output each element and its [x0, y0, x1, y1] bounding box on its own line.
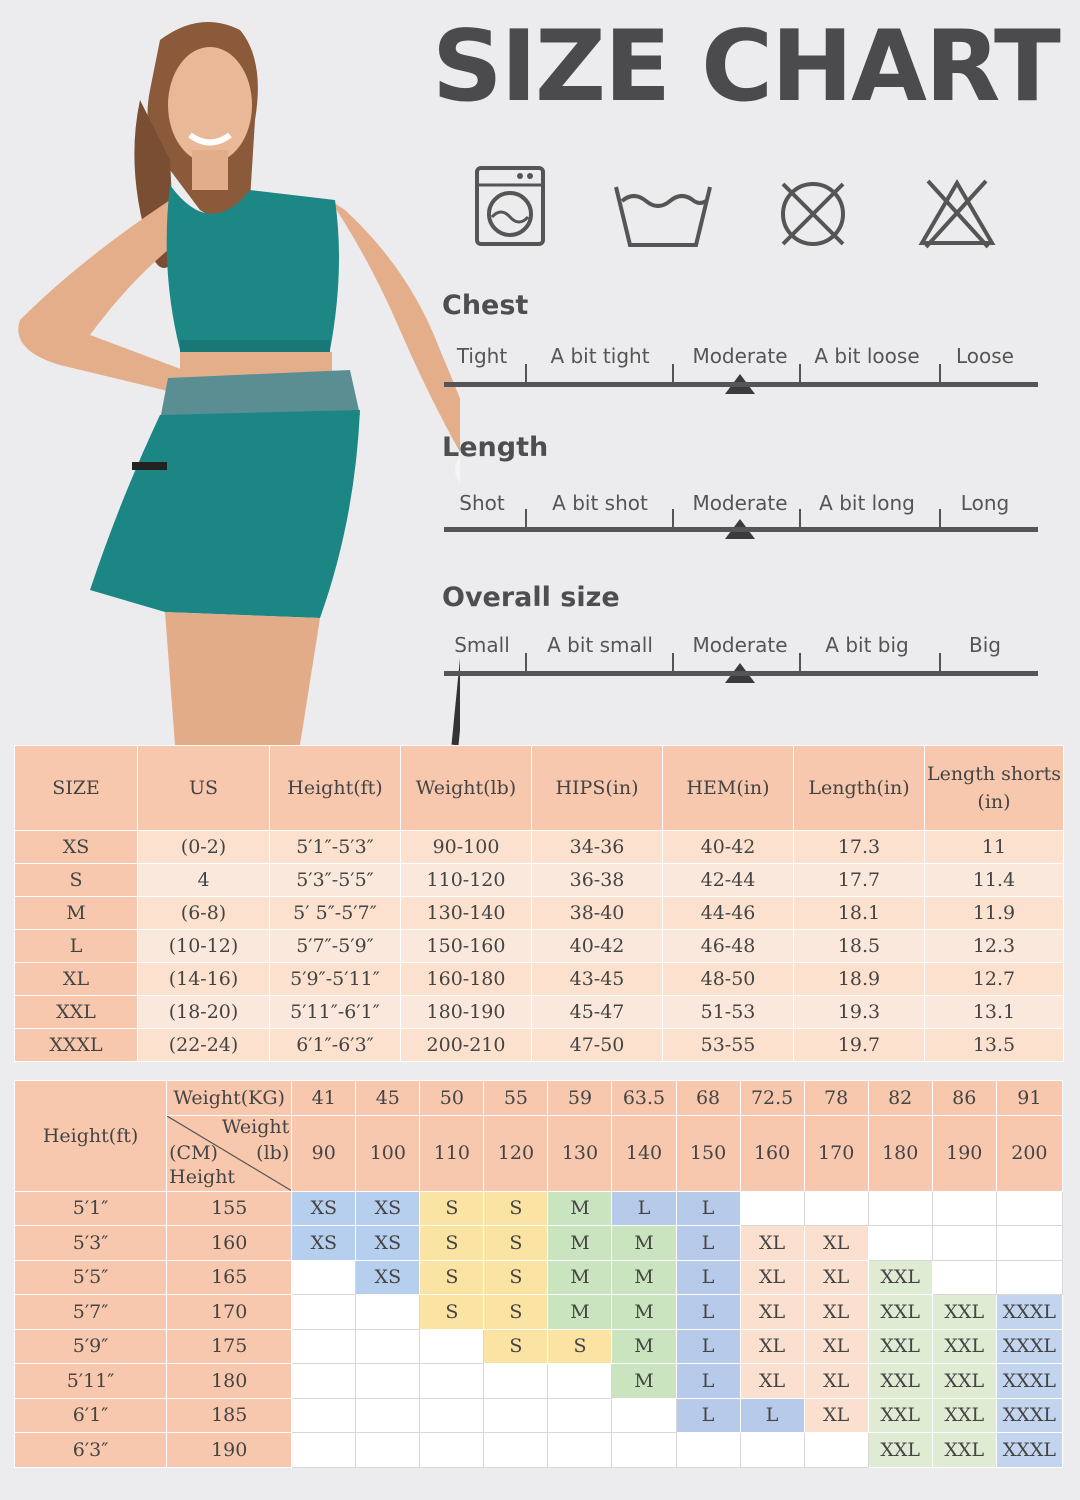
lb-value: 180	[868, 1115, 932, 1191]
do-not-dry-clean-icon	[778, 179, 848, 249]
table-cell: 19.3	[794, 996, 925, 1029]
height-cm-cell: 160	[167, 1226, 292, 1261]
size-cell	[484, 1433, 548, 1468]
table-cell: 4	[138, 864, 270, 897]
size-cell: M	[612, 1295, 676, 1330]
size-cell: XXL	[868, 1433, 932, 1468]
size-cell: S	[420, 1191, 484, 1226]
size-cell	[356, 1295, 420, 1330]
table-cell: 34-36	[532, 831, 663, 864]
lb-value: 100	[356, 1115, 420, 1191]
size-cell: M	[548, 1260, 612, 1295]
size-cell	[292, 1329, 356, 1364]
table-cell: 5′3″-5′5″	[270, 864, 401, 897]
size-cell: XXXL	[996, 1364, 1062, 1399]
kg-value: 59	[548, 1081, 612, 1116]
table-row	[15, 864, 1064, 897]
size-table-header: Weight(lb)	[401, 746, 532, 831]
scale-title: Overall size	[442, 582, 620, 613]
size-cell	[996, 1191, 1062, 1226]
table-cell: 150-160	[401, 930, 532, 963]
size-cell: XL	[804, 1260, 868, 1295]
size-table-header-row	[15, 746, 1064, 831]
height-cm-cell: 180	[167, 1364, 292, 1399]
size-label: M	[15, 897, 138, 930]
table-cell: 46-48	[663, 930, 794, 963]
table-cell: 19.7	[794, 1029, 925, 1062]
size-cell: L	[676, 1295, 740, 1330]
table-cell: (10-12)	[138, 930, 270, 963]
table-cell: 17.7	[794, 864, 925, 897]
table-cell: 13.1	[925, 996, 1064, 1029]
table-row	[15, 1433, 1063, 1468]
scale-line	[444, 382, 1038, 387]
scale-label: A bit tight	[550, 344, 650, 368]
length-scale	[442, 432, 1038, 542]
scale-label: A bit small	[547, 633, 653, 657]
size-table-header: HEM(in)	[663, 746, 794, 831]
table-cell: 17.3	[794, 831, 925, 864]
table-row	[15, 930, 1064, 963]
table-cell: (18-20)	[138, 996, 270, 1029]
table-cell: 110-120	[401, 864, 532, 897]
table-row	[15, 996, 1064, 1029]
diagonal-header-cell	[167, 1115, 292, 1191]
size-label: XL	[15, 963, 138, 996]
size-cell	[548, 1398, 612, 1433]
size-cell: M	[612, 1329, 676, 1364]
size-cell: M	[612, 1364, 676, 1399]
size-cell: XL	[740, 1226, 804, 1261]
size-cell: L	[676, 1191, 740, 1226]
size-cell	[420, 1433, 484, 1468]
lb-value: 110	[420, 1115, 484, 1191]
size-cell	[548, 1433, 612, 1468]
size-cell: L	[740, 1398, 804, 1433]
diag-cm-label: (CM)	[169, 1141, 218, 1164]
scale-label: Big	[969, 633, 1001, 657]
kg-value: 78	[804, 1081, 868, 1116]
lb-value: 120	[484, 1115, 548, 1191]
size-cell: XS	[356, 1226, 420, 1261]
table-cell: 160-180	[401, 963, 532, 996]
scale-line	[444, 527, 1038, 532]
size-cell: L	[676, 1260, 740, 1295]
size-cell: M	[548, 1295, 612, 1330]
size-cell: S	[420, 1295, 484, 1330]
size-cell	[932, 1260, 996, 1295]
size-cell	[420, 1329, 484, 1364]
lb-value: 170	[804, 1115, 868, 1191]
fit-table-lb-row	[15, 1115, 1063, 1191]
table-cell: 38-40	[532, 897, 663, 930]
size-cell: XXL	[868, 1398, 932, 1433]
table-cell: 13.5	[925, 1029, 1064, 1062]
table-cell: 5′ 5″-5′7″	[270, 897, 401, 930]
table-row	[15, 1329, 1063, 1364]
table-cell: 11.9	[925, 897, 1064, 930]
table-cell: 47-50	[532, 1029, 663, 1062]
size-cell	[292, 1364, 356, 1399]
table-row	[15, 1398, 1063, 1433]
size-label: XS	[15, 831, 138, 864]
size-cell: L	[676, 1226, 740, 1261]
size-cell	[804, 1191, 868, 1226]
table-row	[15, 1029, 1064, 1062]
size-cell	[868, 1226, 932, 1261]
table-cell: 40-42	[532, 930, 663, 963]
fit-table-kg-row	[15, 1081, 1063, 1116]
height-ft-cell: 5′1″	[15, 1191, 167, 1226]
size-cell: S	[420, 1260, 484, 1295]
scale-tick	[672, 653, 674, 671]
scale-tick	[939, 364, 941, 382]
height-ft-cell: 5′9″	[15, 1329, 167, 1364]
size-cell: XXXL	[996, 1433, 1062, 1468]
scale-tick	[799, 509, 801, 527]
table-cell: 18.9	[794, 963, 925, 996]
size-cell	[548, 1364, 612, 1399]
size-cell	[932, 1191, 996, 1226]
table-cell: (0-2)	[138, 831, 270, 864]
height-ft-header: Height(ft)	[15, 1081, 167, 1192]
size-cell: M	[612, 1260, 676, 1295]
scale-tick	[939, 509, 941, 527]
scale-tick	[525, 653, 527, 671]
size-cell	[612, 1398, 676, 1433]
table-row	[15, 1364, 1063, 1399]
size-cell: XL	[740, 1295, 804, 1330]
table-cell: 12.7	[925, 963, 1064, 996]
lb-value: 90	[292, 1115, 356, 1191]
size-cell	[292, 1260, 356, 1295]
size-cell: XXL	[932, 1329, 996, 1364]
size-cell: XL	[740, 1329, 804, 1364]
size-cell: S	[484, 1226, 548, 1261]
scale-tick	[799, 653, 801, 671]
table-row	[15, 963, 1064, 996]
scale-label: Loose	[956, 344, 1014, 368]
scale-line	[444, 671, 1038, 676]
table-cell: 11.4	[925, 864, 1064, 897]
scale-label: Shot	[459, 491, 505, 515]
kg-value: 91	[996, 1081, 1062, 1116]
height-ft-cell: 5′7″	[15, 1295, 167, 1330]
lb-value: 130	[548, 1115, 612, 1191]
table-row	[15, 831, 1064, 864]
scale-label: Small	[454, 633, 510, 657]
size-cell: XXL	[868, 1295, 932, 1330]
overall-size-scale	[442, 582, 1038, 692]
table-cell: 45-47	[532, 996, 663, 1029]
scale-title: Length	[442, 432, 549, 463]
size-table-header: Length shorts (in)	[925, 746, 1064, 831]
size-cell: M	[612, 1226, 676, 1261]
height-ft-cell: 5′5″	[15, 1260, 167, 1295]
scale-tick	[525, 509, 527, 527]
scale-label: A bit big	[825, 633, 909, 657]
size-cell	[484, 1398, 548, 1433]
lb-value: 160	[740, 1115, 804, 1191]
size-cell: S	[484, 1295, 548, 1330]
scale-label: A bit shot	[552, 491, 648, 515]
table-cell: (6-8)	[138, 897, 270, 930]
table-row	[15, 1226, 1063, 1261]
table-cell: 40-42	[663, 831, 794, 864]
size-cell: XL	[804, 1398, 868, 1433]
table-cell: 6′1″-6′3″	[270, 1029, 401, 1062]
table-cell: 44-46	[663, 897, 794, 930]
kg-value: 82	[868, 1081, 932, 1116]
size-cell	[292, 1398, 356, 1433]
lb-value: 200	[996, 1115, 1062, 1191]
height-cm-cell: 155	[167, 1191, 292, 1226]
lb-value: 150	[676, 1115, 740, 1191]
table-row	[15, 1260, 1063, 1295]
size-cell	[420, 1398, 484, 1433]
scale-label: A bit loose	[814, 344, 920, 368]
size-cell	[356, 1329, 420, 1364]
do-not-bleach-icon	[918, 177, 996, 249]
size-cell: S	[484, 1260, 548, 1295]
size-cell: XXL	[868, 1260, 932, 1295]
height-cm-cell: 185	[167, 1398, 292, 1433]
table-cell: (22-24)	[138, 1029, 270, 1062]
table-row	[15, 1295, 1063, 1330]
size-label: XXL	[15, 996, 138, 1029]
size-chart-title: SIZE CHART	[432, 10, 1059, 124]
size-cell: L	[612, 1191, 676, 1226]
size-cell: L	[676, 1364, 740, 1399]
size-cell	[868, 1191, 932, 1226]
lb-value: 190	[932, 1115, 996, 1191]
machine-wash-icon	[474, 165, 546, 247]
table-cell: (14-16)	[138, 963, 270, 996]
kg-value: 41	[292, 1081, 356, 1116]
size-cell	[996, 1226, 1062, 1261]
height-cm-cell: 170	[167, 1295, 292, 1330]
scale-label: Moderate	[692, 344, 788, 368]
chest-scale	[442, 290, 1038, 400]
size-cell: S	[420, 1226, 484, 1261]
scale-label: Moderate	[692, 491, 788, 515]
height-cm-cell: 175	[167, 1329, 292, 1364]
scale-label: Long	[960, 491, 1010, 515]
scale-tick	[672, 509, 674, 527]
size-table-header: US	[138, 746, 270, 831]
table-cell: 5′11″-6′1″	[270, 996, 401, 1029]
size-cell: XL	[804, 1295, 868, 1330]
size-cell	[292, 1295, 356, 1330]
size-cell: XXL	[868, 1364, 932, 1399]
table-cell: 5′1″-5′3″	[270, 831, 401, 864]
size-cell: XS	[292, 1226, 356, 1261]
diag-weight-label: Weight	[221, 1115, 290, 1138]
table-cell: 200-210	[401, 1029, 532, 1062]
size-cell: XS	[292, 1191, 356, 1226]
height-cm-cell: 190	[167, 1433, 292, 1468]
size-table-header: HIPS(in)	[532, 746, 663, 831]
scale-label: A bit long	[819, 491, 915, 515]
size-cell: XXL	[932, 1398, 996, 1433]
size-cell: L	[676, 1329, 740, 1364]
size-cell: S	[548, 1329, 612, 1364]
height-ft-cell: 6′3″	[15, 1433, 167, 1468]
size-cell	[740, 1191, 804, 1226]
lb-value: 140	[612, 1115, 676, 1191]
size-cell	[676, 1433, 740, 1468]
size-cell: M	[548, 1191, 612, 1226]
size-cell: XL	[740, 1260, 804, 1295]
table-cell: 53-55	[663, 1029, 794, 1062]
size-cell: XL	[740, 1364, 804, 1399]
size-label: L	[15, 930, 138, 963]
table-cell: 90-100	[401, 831, 532, 864]
table-cell: 11	[925, 831, 1064, 864]
size-cell	[612, 1433, 676, 1468]
size-cell: XL	[804, 1364, 868, 1399]
size-cell: XXXL	[996, 1329, 1062, 1364]
kg-value: 72.5	[740, 1081, 804, 1116]
size-label: XXXL	[15, 1029, 138, 1062]
height-ft-cell: 6′1″	[15, 1398, 167, 1433]
table-cell: 43-45	[532, 963, 663, 996]
height-ft-cell: 5′3″	[15, 1226, 167, 1261]
scale-label: Moderate	[692, 633, 788, 657]
table-cell: 48-50	[663, 963, 794, 996]
scale-tick	[799, 364, 801, 382]
table-row	[15, 897, 1064, 930]
size-table-header: SIZE	[15, 746, 138, 831]
size-cell: XXL	[932, 1364, 996, 1399]
kg-value: 86	[932, 1081, 996, 1116]
kg-value: 45	[356, 1081, 420, 1116]
height-ft-cell: 5′11″	[15, 1364, 167, 1399]
kg-value: 55	[484, 1081, 548, 1116]
size-cell	[932, 1226, 996, 1261]
hand-wash-icon	[612, 183, 714, 249]
table-cell: 5′7″-5′9″	[270, 930, 401, 963]
size-cell: XXL	[868, 1329, 932, 1364]
size-cell	[356, 1364, 420, 1399]
scale-title: Chest	[442, 290, 529, 321]
table-cell: 18.5	[794, 930, 925, 963]
size-cell: XS	[356, 1191, 420, 1226]
table-cell: 36-38	[532, 864, 663, 897]
size-cell	[484, 1364, 548, 1399]
size-cell: XL	[804, 1329, 868, 1364]
scale-tick	[525, 364, 527, 382]
size-cell	[292, 1433, 356, 1468]
size-cell	[996, 1260, 1062, 1295]
weight-kg-header: Weight(KG)	[167, 1081, 292, 1116]
size-cell	[356, 1433, 420, 1468]
table-cell: 180-190	[401, 996, 532, 1029]
size-cell	[420, 1364, 484, 1399]
size-cell: XL	[804, 1226, 868, 1261]
diag-lb-label: (lb)	[256, 1141, 290, 1164]
table-cell: 130-140	[401, 897, 532, 930]
scale-label: Tight	[456, 344, 508, 368]
size-table-header: Length(in)	[794, 746, 925, 831]
kg-value: 50	[420, 1081, 484, 1116]
height-cm-cell: 165	[167, 1260, 292, 1295]
size-cell: L	[676, 1398, 740, 1433]
table-cell: 51-53	[663, 996, 794, 1029]
size-cell: S	[484, 1329, 548, 1364]
table-cell: 18.1	[794, 897, 925, 930]
table-cell: 5′9″-5′11″	[270, 963, 401, 996]
size-cell: S	[484, 1191, 548, 1226]
size-cell	[804, 1433, 868, 1468]
table-cell: 12.3	[925, 930, 1064, 963]
size-cell	[356, 1398, 420, 1433]
model-photo	[0, 0, 460, 745]
scale-tick	[939, 653, 941, 671]
size-cell: XXXL	[996, 1295, 1062, 1330]
size-cell: M	[548, 1226, 612, 1261]
size-label: S	[15, 864, 138, 897]
size-cell: XXL	[932, 1433, 996, 1468]
size-cell: XXL	[932, 1295, 996, 1330]
diag-height-label: Height	[169, 1165, 236, 1188]
kg-value: 68	[676, 1081, 740, 1116]
table-cell: 42-44	[663, 864, 794, 897]
size-table	[14, 745, 1064, 1062]
size-cell: XXXL	[996, 1398, 1062, 1433]
size-cell: XS	[356, 1260, 420, 1295]
size-cell	[740, 1433, 804, 1468]
scale-tick	[672, 364, 674, 382]
size-table-header: Height(ft)	[270, 746, 401, 831]
kg-value: 63.5	[612, 1081, 676, 1116]
table-row	[15, 1191, 1063, 1226]
fit-table	[14, 1080, 1063, 1468]
